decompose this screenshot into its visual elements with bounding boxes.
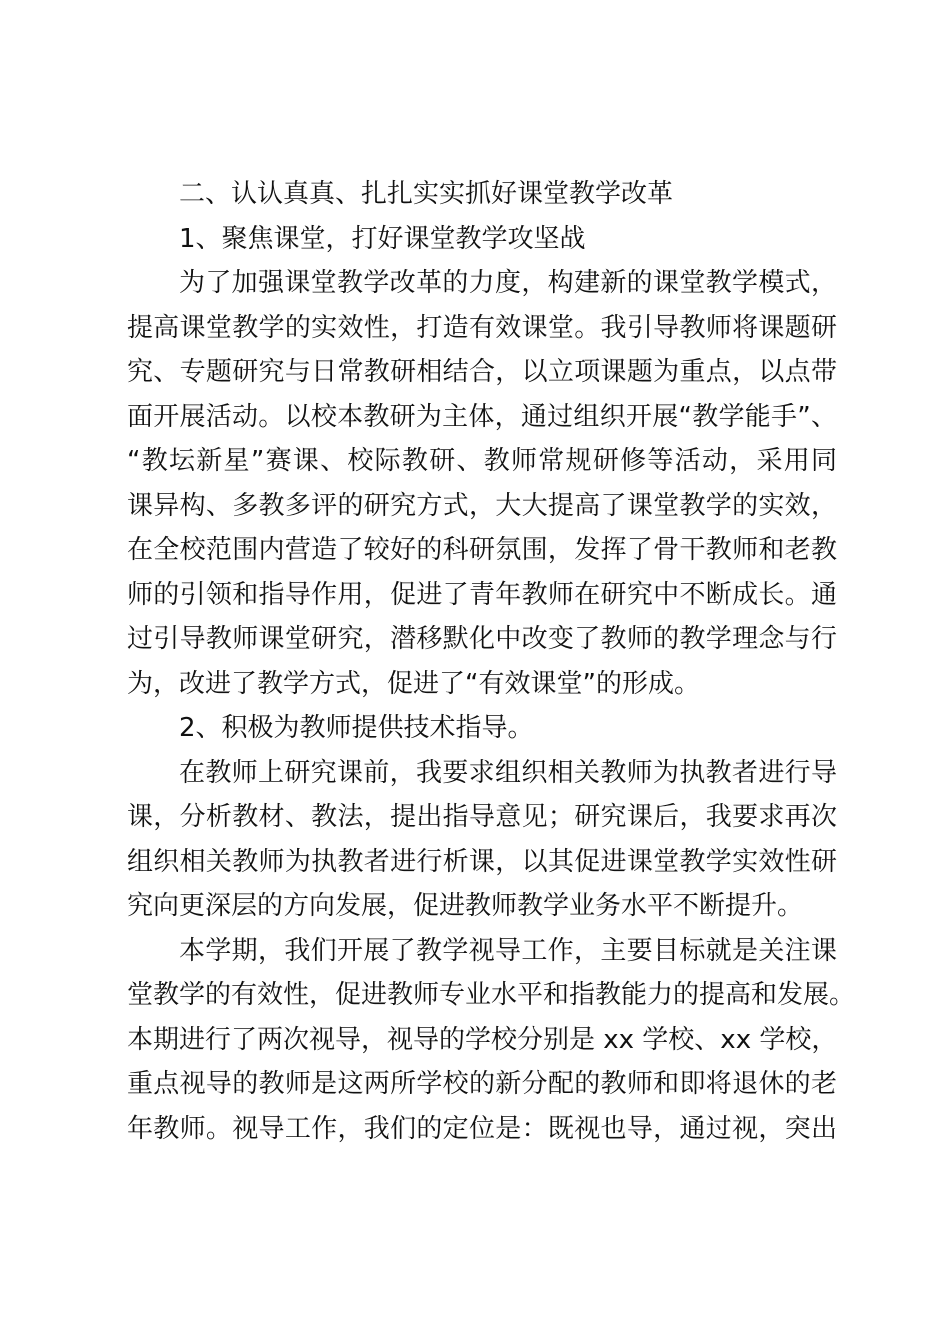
body-text — [127, 172, 856, 1151]
subsection-heading: 1、聚焦课堂，打好课堂教学攻坚战 — [179, 223, 586, 254]
paragraph-line: 重点视导的教师是这两所学校的新分配的教师和即将退休的老 — [127, 1069, 837, 1099]
subsection-heading: 2、积极为教师提供技术指导。 — [179, 713, 534, 743]
paragraph-line: 师的引领和指导作用，促进了青年教师在研究中不断成长。通 — [127, 579, 837, 610]
paragraph-line: 课，分析教材、教法，提出指导意见；研究课后，我要求再次 — [127, 802, 837, 832]
paragraph-line: 为，改进了教学方式，促进了“有效课堂”的形成。 — [127, 668, 700, 699]
paragraph-line: 年教师。视导工作，我们的定位是：既视也导，通过视，突出 — [127, 1113, 837, 1144]
paragraph-line: 过引导教师课堂研究，潜移默化中改变了教师的教学理念与行 — [127, 624, 837, 654]
paragraph-line: 究向更深层的方向发展，促进教师教学业务水平不断提升。 — [127, 891, 804, 921]
paragraph-line: 为了加强课堂教学改革的力度，构建新的课堂教学模式， — [179, 268, 837, 298]
paragraph-line: 组织相关教师为执教者进行析课，以其促进课堂教学实效性研 — [127, 846, 837, 877]
paragraph-line: 课异构、多教多评的研究方式，大大提高了课堂教学的实效， — [127, 490, 837, 521]
paragraph-line: 本学期，我们开展了教学视导工作，主要目标就是关注课 — [179, 935, 837, 966]
section-heading: 二、认认真真、扎扎实实抓好课堂教学改革 — [179, 179, 674, 209]
paragraph-line: 提高课堂教学的实效性，打造有效课堂。我引导教师将课题研 — [127, 312, 837, 343]
paragraph-line: 面开展活动。以校本教研为主体，通过组织开展“教学能手”、 — [127, 401, 837, 432]
paragraph-line: 在全校范围内营造了较好的科研氛围，发挥了骨干教师和老教 — [127, 535, 837, 565]
paragraph-line: 究、专题研究与日常教研相结合，以立项课题为重点，以点带 — [127, 357, 837, 387]
paragraph-line: 堂教学的有效性，促进教师专业水平和指教能力的提高和发展。 — [127, 980, 856, 1010]
paragraph-line: “教坛新星”赛课、校际教研、教师常规研修等活动，采用同 — [127, 446, 837, 476]
paragraph-line: 本期进行了两次视导，视导的学校分别是 xx 学校、xx 学校， — [127, 1024, 838, 1055]
paragraph-line: 在教师上研究课前，我要求组织相关教师为执教者进行导 — [179, 757, 837, 788]
